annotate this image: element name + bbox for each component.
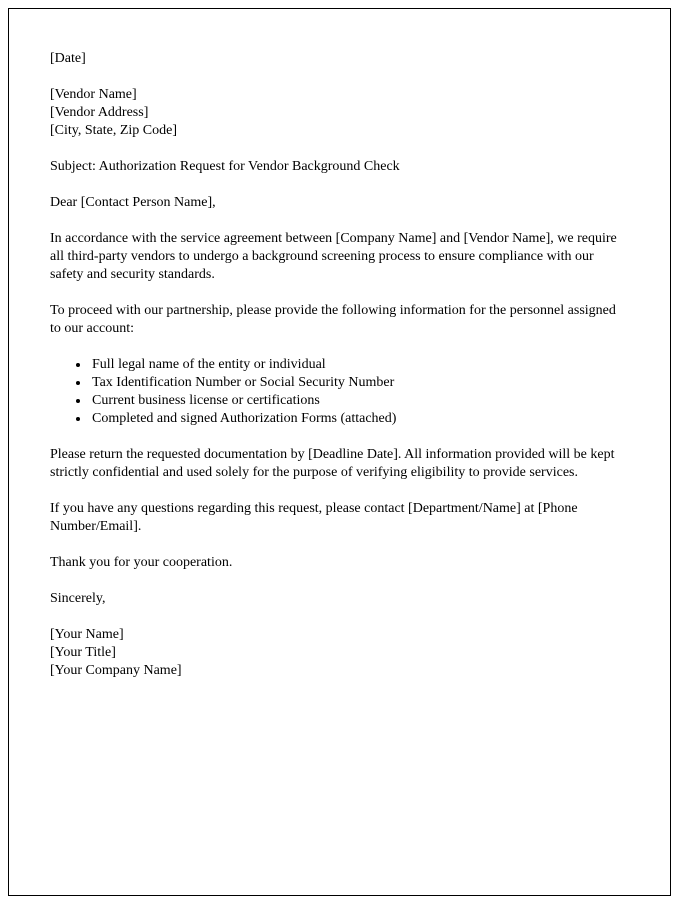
recipient-name: [Vendor Name] [50, 87, 137, 102]
paragraph-contact: If you have any questions regarding this request, please contact [Department/Name] at [Phone Number/Email]. [50, 501, 578, 534]
subject-line: Subject: Authorization Request for Vendor Background Check [50, 159, 400, 174]
requested-items-list [50, 356, 618, 428]
paragraph-thanks: Thank you for your cooperation. [50, 555, 233, 570]
salutation: Dear [Contact Person Name], [50, 195, 216, 210]
list-item: • Tax Identification Number or Social Security Number [90, 374, 618, 392]
letter-content [9, 9, 670, 680]
signature-company: [Your Company Name] [50, 663, 182, 678]
signature-block [50, 626, 618, 680]
signature-name: [Your Name] [50, 627, 124, 642]
list-item: • Full legal name of the entity or individual [90, 356, 618, 374]
letter-page [8, 8, 671, 896]
closing: Sincerely, [50, 591, 106, 606]
signature-title: [Your Title] [50, 645, 116, 660]
recipient-block [50, 86, 618, 140]
recipient-city-state-zip: [City, State, Zip Code] [50, 123, 178, 138]
list-item: • Completed and signed Authorization Forms (attached) [90, 410, 618, 428]
recipient-address: [Vendor Address] [50, 105, 149, 120]
date-line: [Date] [50, 51, 86, 66]
paragraph-deadline: Please return the requested documentation by [Deadline Date]. All information provided will be kept strictly confidential and used solely for the purpose of verifying eligibility to provide services. [50, 447, 615, 480]
list-item: • Current business license or certifications [90, 392, 618, 410]
paragraph-agreement: In accordance with the service agreement between [Company Name] and [Vendor Name], we require all third-party vendors to undergo a background screening process to ensure compliance with our safety and security standards. [50, 231, 617, 282]
paragraph-request-intro: To proceed with our partnership, please provide the following information for the personnel assigned to our account: [50, 303, 616, 336]
